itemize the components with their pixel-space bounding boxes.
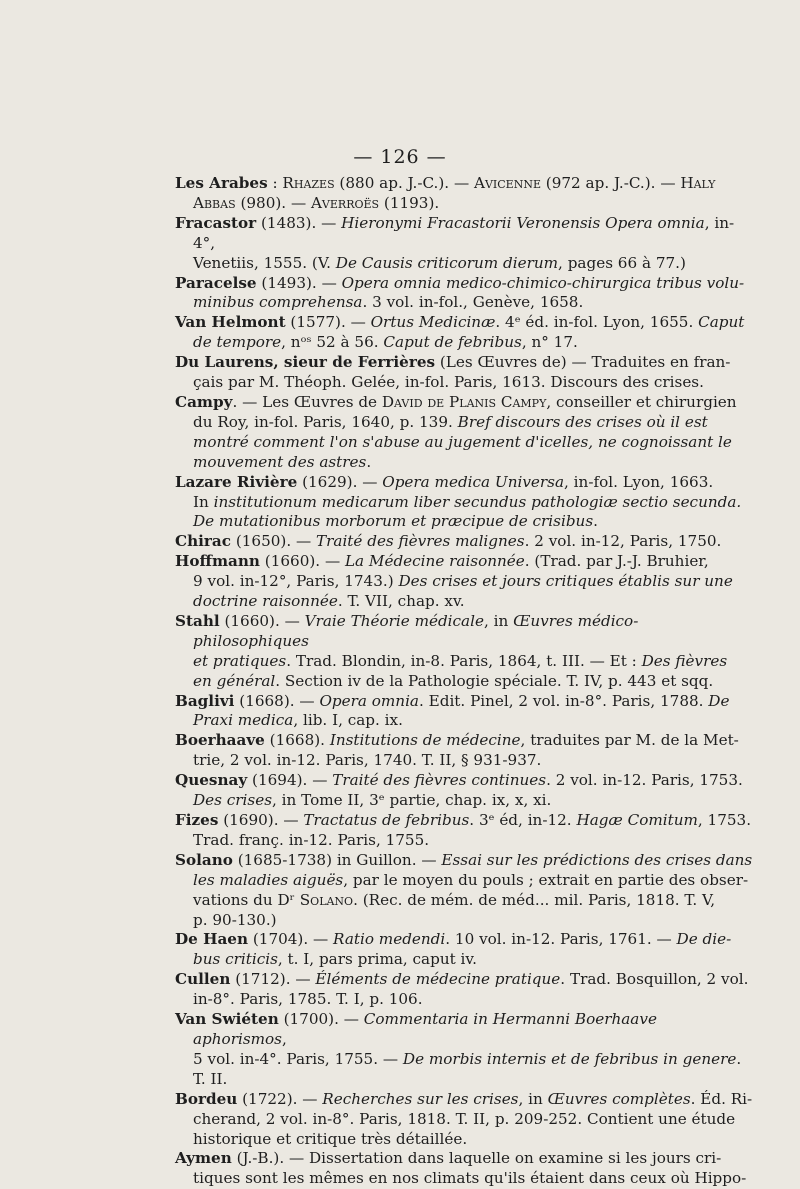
- entry-text: (1660). —: [219, 611, 305, 630]
- entry-text: . T. II.: [193, 1049, 742, 1088]
- work-title: Opera medica Universa: [382, 472, 565, 491]
- entry-text: , pages 66 à 77.): [558, 253, 686, 272]
- author-name: Chirac: [175, 532, 231, 551]
- work-title: institutionum medicarum liber secundus pathologiæ sectio secunda. De mutationibus morborum et præcipue de crisibus: [193, 492, 742, 531]
- work-title: Des fièvres en général: [193, 651, 728, 690]
- entry-text: .: [593, 512, 598, 531]
- author-name: Fracastor: [175, 213, 257, 232]
- entry-text: (1483). —: [256, 213, 342, 232]
- entry-text: (1690). —: [218, 811, 304, 829]
- entry-text: (1722). —: [237, 1089, 323, 1108]
- work-title: De Causis criticorum dierum: [335, 253, 559, 272]
- entry-text: . 4ᵉ éd. in-fol. Lyon, 1655.: [495, 313, 699, 332]
- bibliography-entry: [175, 930, 753, 970]
- work-title: Commentaria in Hermanni Boerhaave aphorismos: [193, 1010, 657, 1048]
- author-name: Paracelse: [175, 273, 257, 292]
- entry-text: (1694). —: [247, 771, 333, 790]
- bibliography-entry: [175, 473, 753, 533]
- author-name: Bordeu: [175, 1089, 238, 1108]
- bibliography-entry: [175, 811, 753, 851]
- author-name: Aymen: [175, 1149, 232, 1168]
- bibliography-entry: [175, 174, 753, 214]
- work-title: Éléments de médecine pratique: [315, 970, 561, 989]
- author-name: Baglivi: [175, 691, 235, 710]
- entry-text: . — Les Œuvres de: [232, 392, 382, 411]
- small-caps-name: David de Planis Campy: [381, 392, 547, 411]
- bibliography-entry: [175, 731, 753, 771]
- bibliography-entry: [175, 851, 753, 931]
- entry-text: . 3 vol. in-fol., Genève, 1658.: [362, 293, 584, 312]
- work-title: De die- bus criticis: [193, 930, 732, 969]
- bibliography-entry: [175, 353, 753, 393]
- work-title: Ortus Medicinæ: [370, 313, 496, 332]
- bibliography-entry: [175, 771, 753, 811]
- bibliography-entry: [175, 1090, 753, 1150]
- entry-text: (1700). —: [278, 1010, 364, 1029]
- entry-text: . (Trad. par J.-J. Bruhier, 9 vol. in-12°, Paris, 1743.): [193, 552, 709, 591]
- bibliography-entry: [175, 393, 753, 473]
- bibliography-entry: [175, 274, 753, 314]
- bibliography-list: [175, 174, 753, 1189]
- entry-text: , traduites par M. de la Met- trie, 2 vol. in-12. Paris, 1740. T. II, § 931-937.: [193, 731, 739, 770]
- work-title: Opera omnia medico-chimico-chirurgica tribus volu- minibus comprehensa: [193, 273, 745, 312]
- author-name: Fizes: [175, 811, 219, 829]
- entry-text: (1685-1738) in Guillon. —: [232, 850, 442, 869]
- entry-text: (Les Œuvres de) — Traduites en fran- çais par M. Théoph. Gelée, in-fol. Paris, 1613. Discours des crises.: [193, 353, 731, 392]
- bibliography-entry: [175, 532, 753, 552]
- entry-text: . T. VII, chap. xv.: [337, 592, 465, 611]
- page-number: — 126 —: [353, 146, 447, 168]
- author-name: De Haen: [175, 930, 249, 949]
- author-name: Campy: [175, 392, 233, 411]
- entry-text: , in-4°, Venetiis, 1555. (V.: [193, 213, 735, 272]
- entry-text: , in: [483, 611, 514, 630]
- work-title: Hagæ Comitum: [576, 811, 698, 829]
- entry-text: (1650). —: [231, 532, 316, 551]
- work-title: De morbis internis et de febribus in genere: [402, 1049, 737, 1068]
- entry-text: (1493). —: [256, 273, 342, 292]
- work-title: Tractatus de febribus: [303, 811, 470, 829]
- entry-text: , lib. I, cap. ix.: [293, 711, 403, 730]
- small-caps-name: Rhazes: [282, 174, 335, 192]
- entry-text: (972 ap. J.-C.). —: [540, 174, 681, 192]
- entry-text: (J.-B.). — Dissertation dans laquelle on examine si les jours cri- tiques sont les mêmes en nos climats qu'ils étaient dans ceux où Hippo-: [193, 1149, 747, 1188]
- author-name: Hoffmann: [175, 552, 260, 571]
- small-caps-name: Averroës: [310, 193, 380, 212]
- small-caps-name: Solano: [299, 890, 354, 909]
- work-title: Vraie Théorie médicale: [304, 611, 484, 630]
- entry-text: . Trad. Blondin, in-8. Paris, 1864, t. III. — Et :: [286, 651, 642, 670]
- entry-text: (1629). —: [297, 472, 383, 491]
- work-title: Recherches sur les crises: [322, 1089, 519, 1108]
- author-name: Stahl: [175, 611, 220, 630]
- entry-text: (1193).: [379, 193, 440, 212]
- work-title: Œuvres complètes: [547, 1089, 691, 1108]
- entry-text: . 2 vol. in-12. Paris, 1753.: [546, 771, 743, 790]
- author-name: Van Helmont: [175, 313, 286, 332]
- entry-text: , 1753. Trad. franç. in-12. Paris, 1755.: [193, 811, 752, 849]
- bibliography-entry: [175, 313, 753, 353]
- bibliography-entry: [175, 692, 753, 732]
- author-name: Van Swiéten: [175, 1010, 279, 1029]
- entry-text: (1668).: [264, 731, 330, 750]
- author-name: Du Laurens, sieur de Ferrières: [175, 353, 436, 372]
- entry-text: . Edit. Pinel, 2 vol. in-8°. Paris, 1788.: [418, 691, 709, 710]
- work-title: De Praxi medica: [193, 691, 730, 730]
- entry-text: , in: [518, 1089, 548, 1108]
- author-name: Lazare Rivière: [175, 472, 298, 491]
- author-name: Solano: [175, 850, 233, 869]
- work-title: Bref discours des crises où il est montré comment l'on s'abuse au jugement d'icelles, ne cognoissant le mouvement des astres: [193, 412, 732, 471]
- small-caps-name: Avicenne: [473, 174, 541, 192]
- entry-text: , conseiller et chirurgien du Roy, in-fol. Paris, 1640, p. 139.: [193, 392, 737, 431]
- work-title: Traité des fièvres continues: [332, 771, 547, 790]
- bibliography-entry: [175, 214, 753, 274]
- author-name: Boerhaave: [175, 731, 265, 750]
- entry-text: . Trad. Bosquillon, 2 vol. in-8°. Paris, 1785. T. I, p. 106.: [193, 970, 749, 1009]
- entry-text: (1712). —: [230, 970, 316, 989]
- work-title: Hieronymi Fracastorii Veronensis Opera omnia: [341, 213, 705, 232]
- bibliography-entry: [175, 970, 753, 1010]
- work-title: Des crises: [193, 791, 272, 810]
- work-title: Essai sur les prédictions des crises dans les maladies aiguës: [193, 850, 753, 889]
- entry-text: . 2 vol. in-12, Paris, 1750.: [524, 532, 722, 551]
- author-name: Les Arabes: [175, 174, 268, 192]
- work-title: Institutions de médecine: [329, 731, 521, 750]
- bibliography-entry: [175, 1149, 753, 1189]
- entry-text: (1704). —: [248, 930, 334, 949]
- entry-text: (1660). —: [259, 552, 345, 571]
- entry-text: . 3ᵉ éd, in-12.: [469, 811, 577, 829]
- work-title: Opera omnia: [319, 691, 419, 710]
- entry-text: , t. I, pars prima, caput iv.: [277, 950, 478, 969]
- entry-text: (1668). —: [234, 691, 320, 710]
- entry-text: (880 ap. J.-C.). —: [334, 174, 474, 192]
- work-title: Des crises et jours critiques établis sur une doctrine raisonnée: [193, 572, 733, 611]
- entry-text: . Éd. Ri- cherand, 2 vol. in-8°. Paris, 1818. T. II, p. 209-252. Contient une étude historique et critique très détaillée.: [193, 1089, 753, 1148]
- bibliography-entry: [175, 1010, 753, 1090]
- work-title: La Médecine raisonnée: [344, 552, 525, 571]
- work-title: Ratio medendi: [333, 930, 446, 949]
- small-caps-name: Haly Abbas: [193, 174, 716, 212]
- author-name: Cullen: [175, 970, 231, 989]
- entry-text: (1577). —: [285, 313, 371, 332]
- entry-text: , in-fol. Lyon, 1663. In: [193, 472, 714, 511]
- entry-text: , par le moyen du pouls ; extrait en partie des obser- vations du Dʳ: [193, 870, 749, 909]
- bibliography-entry: [175, 612, 753, 692]
- entry-text: , 5 vol. in-4°. Paris, 1755. —: [193, 1029, 399, 1068]
- author-name: Quesnay: [175, 771, 248, 790]
- bibliography-entry: [175, 552, 753, 612]
- entry-text: , n° 17.: [521, 333, 578, 352]
- entry-text: , nᵒˢ 52 à 56.: [281, 333, 384, 352]
- entry-text: (980). —: [235, 193, 311, 212]
- entry-text: , in Tome II, 3ᵉ partie, chap. ix, x, xi.: [272, 791, 552, 810]
- entry-text: . 10 vol. in-12. Paris, 1761. —: [445, 930, 677, 949]
- work-title: Traité des fièvres malignes: [316, 532, 525, 551]
- work-title: Caput de tempore: [193, 313, 745, 352]
- entry-text: . (Rec. de mém. de méd... mil. Paris, 1818. T. V, p. 90-130.): [193, 890, 716, 929]
- work-title: Œuvres médico-philosophiques et pratiques: [193, 611, 639, 670]
- entry-text: :: [267, 174, 283, 192]
- entry-text: .: [366, 452, 372, 471]
- entry-text: . Section iv de la Pathologie spéciale. T. IV, p. 443 et sqq.: [275, 671, 714, 690]
- work-title: Caput de febribus: [383, 333, 522, 352]
